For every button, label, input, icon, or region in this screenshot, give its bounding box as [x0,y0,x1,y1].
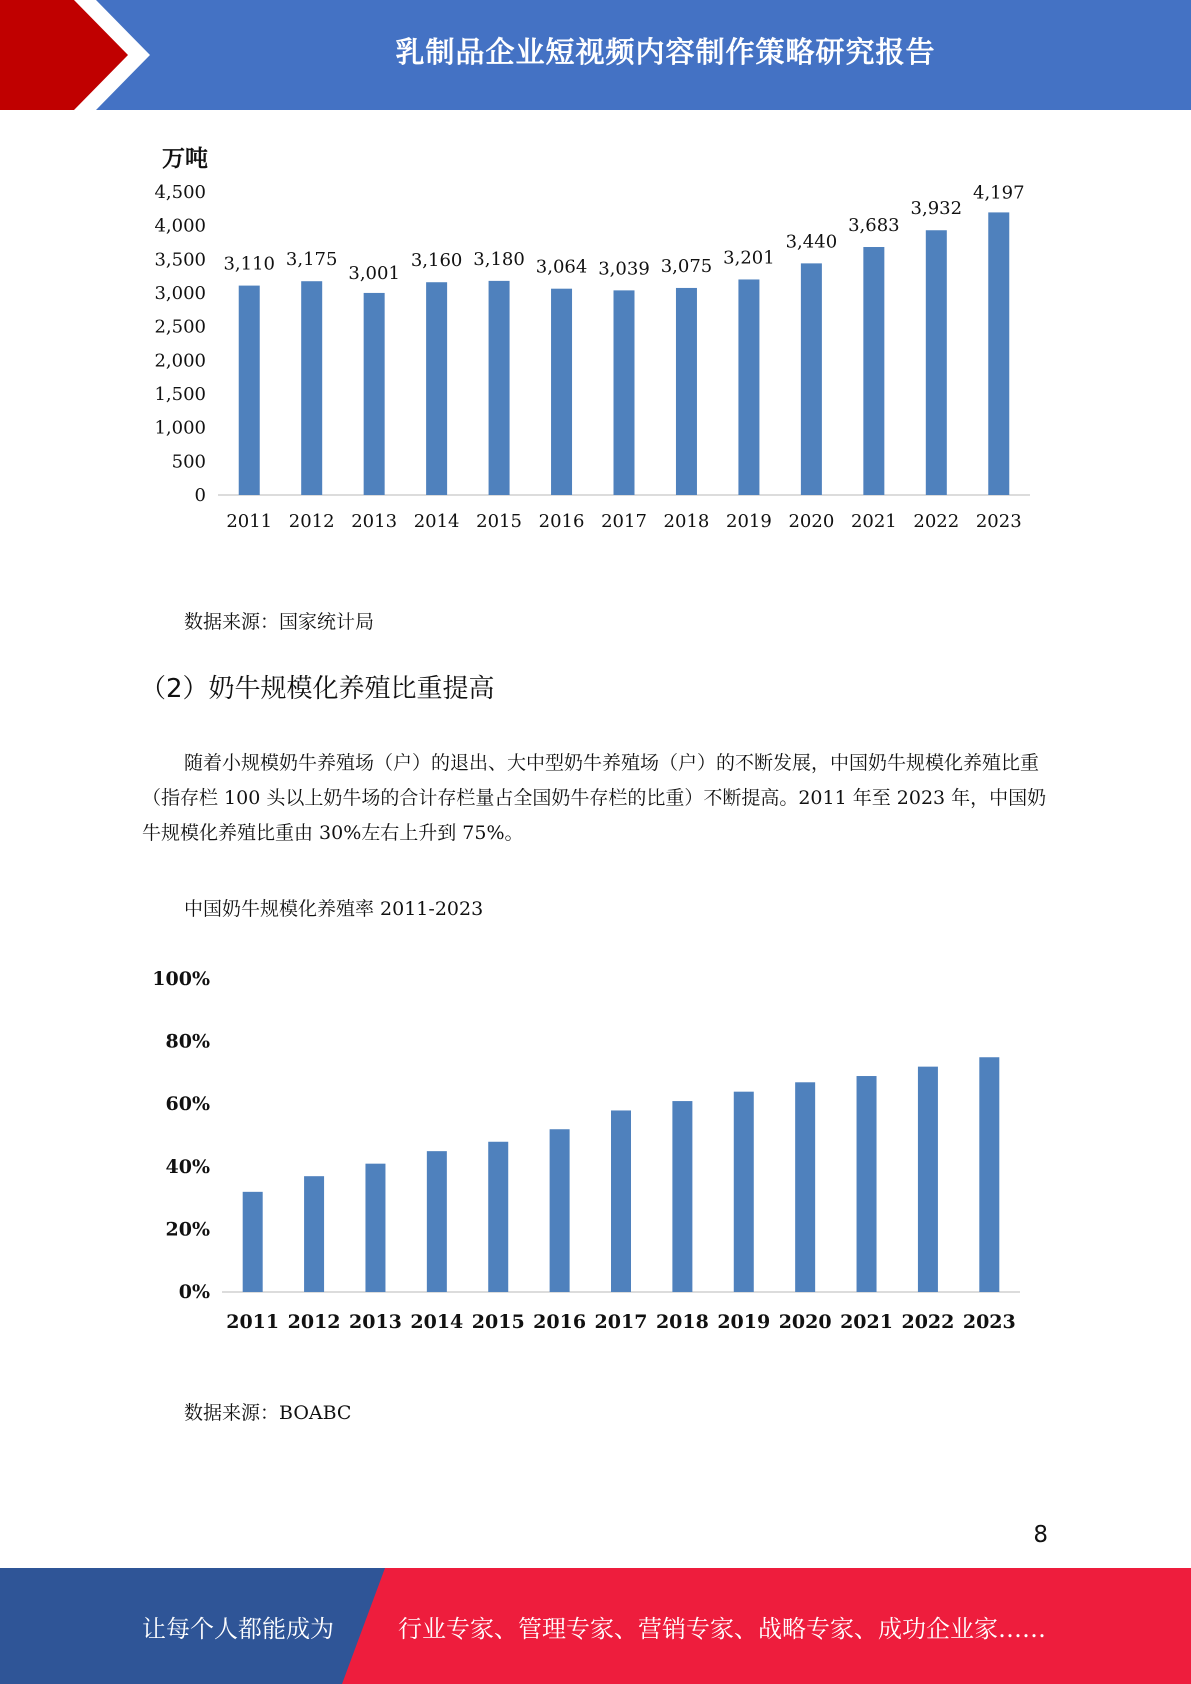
y-tick-label: 3,000 [154,283,206,304]
y-tick-label: 80% [165,1030,210,1053]
x-tick-label: 2019 [726,511,772,532]
x-tick-label: 2020 [788,511,835,532]
bar-2018 [672,1101,692,1292]
data-label: 3,201 [723,247,775,269]
section-paragraph: 随着小规模奶牛养殖场（户）的退出、大中型奶牛养殖场（户）的不断发展，中国奶牛规模化养殖比重（指存栏 100 头以上奶牛场的合计存栏量占全国奶牛存栏的比重）不断提高。2011 年至 2023 年，中国奶牛规模化养殖比重由 30%左右上升到 75%。 [142,752,1047,844]
bar-2019 [734,1092,754,1292]
bar-2018 [676,288,697,495]
bar-2023 [988,212,1009,495]
x-tick-label: 2019 [717,1311,771,1333]
y-tick-label: 40% [165,1155,210,1178]
scale-farming-svg [140,955,1040,1350]
bar-2022 [918,1067,938,1292]
x-tick-label: 2018 [655,1311,709,1333]
bar-2022 [926,230,947,495]
bar-2017 [611,1110,631,1292]
chart1-source: 数据来源：国家统计局 [184,611,375,633]
y-tick-label: 4,000 [154,215,206,237]
data-label: 4,197 [973,182,1025,204]
bar-2011 [243,1192,263,1292]
x-tick-label: 2018 [663,511,710,532]
milk-production-chart [140,140,1040,540]
y-tick-label: 4,500 [154,182,206,203]
bar-2014 [427,1151,447,1292]
y-tick-label: 20% [165,1218,210,1241]
bar-2020 [801,263,822,495]
page-number: 8 [1033,1522,1048,1548]
y-tick-label: 2,000 [154,350,206,372]
data-label: 3,001 [348,262,400,284]
data-label: 3,683 [848,215,900,237]
y-tick-label: 100% [152,968,210,990]
y-tick-label: 1,000 [154,417,206,439]
bar-2019 [738,279,759,495]
data-label: 3,175 [285,249,338,271]
y-tick-label: 60% [165,1093,210,1116]
bar-2012 [304,1176,324,1292]
page-footer [0,1568,1191,1684]
x-tick-label: 2021 [850,511,897,532]
y-tick-label: 0 [194,485,206,506]
data-label: 3,075 [660,255,713,277]
data-label: 3,932 [910,198,963,220]
footer-slogan-right: 行业专家、管理专家、营销专家、战略专家、成功企业家…… [398,1614,1046,1643]
bar-2015 [488,1142,508,1292]
bar-2014 [426,282,447,495]
x-tick-label: 2022 [901,1311,955,1333]
y-unit-label: 万吨 [162,146,208,172]
y-tick-label: 2,500 [154,316,206,338]
y-tick-label: 500 [171,451,206,473]
x-tick-label: 2014 [410,1311,464,1333]
x-tick-label: 2016 [538,511,585,532]
y-tick-label: 1,500 [154,384,206,405]
x-tick-label: 2015 [471,1311,525,1333]
data-label: 3,064 [535,256,588,278]
data-label: 3,039 [598,258,650,280]
bar-2016 [550,1129,570,1292]
bar-2012 [301,281,322,495]
report-title: 乳制品企业短视频内容制作策略研究报告 [395,34,936,69]
x-tick-label: 2022 [913,511,960,532]
bar-2023 [979,1057,999,1292]
scale-farming-chart [140,955,1040,1350]
bar-2015 [489,281,510,495]
bar-2017 [614,290,635,495]
x-tick-label: 2012 [288,511,335,532]
bar-2013 [365,1164,385,1292]
data-label: 3,160 [410,250,463,272]
bar-2016 [551,289,572,495]
x-tick-label: 2017 [601,511,647,532]
x-tick-label: 2012 [287,1311,341,1333]
x-tick-label: 2020 [778,1311,832,1333]
section-heading: （2）奶牛规模化养殖比重提高 [140,674,495,704]
chart2-caption: 中国奶牛规模化养殖率 2011-2023 [184,898,484,920]
x-tick-label: 2021 [840,1311,893,1333]
x-tick-label: 2016 [533,1311,587,1333]
x-tick-label: 2011 [226,1311,280,1333]
y-tick-label: 0% [178,1281,210,1303]
data-label: 3,440 [785,231,838,253]
x-tick-label: 2011 [226,511,273,532]
chart2-source: 数据来源：BOABC [184,1402,352,1424]
x-tick-label: 2013 [351,511,398,532]
bar-2021 [857,1076,877,1292]
data-label: 3,180 [473,248,525,270]
data-label: 3,110 [223,253,275,275]
x-tick-label: 2017 [594,1311,648,1333]
x-tick-label: 2013 [349,1311,402,1333]
x-tick-label: 2023 [975,511,1022,532]
bar-2020 [795,1082,815,1292]
bar-2013 [364,293,385,495]
x-tick-label: 2023 [962,1311,1016,1333]
footer-slogan-left: 让每个人都能成为 [142,1614,334,1643]
y-tick-label: 3,500 [154,249,206,271]
bar-2021 [863,247,884,495]
x-tick-label: 2014 [413,511,460,532]
milk-production-svg [140,140,1040,540]
page-header [0,0,1191,110]
x-tick-label: 2015 [476,511,522,532]
bar-2011 [239,286,260,495]
